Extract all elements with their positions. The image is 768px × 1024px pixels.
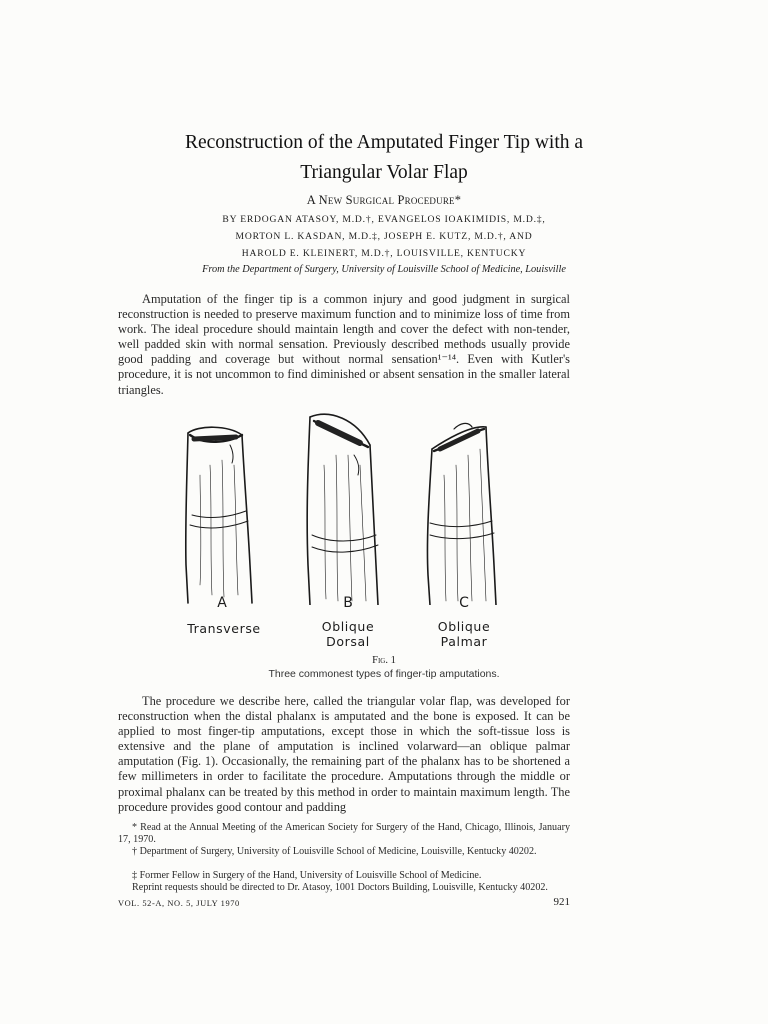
panel-a-letter: A xyxy=(217,595,227,611)
figure-number: Fig. 1 xyxy=(372,655,396,666)
page-number: 921 xyxy=(553,896,570,908)
figure-illustration xyxy=(170,405,530,605)
subtitle: A New Surgical Procedure* xyxy=(306,193,462,207)
affiliation: From the Department of Surgery, University of Louisville School of Medicine, Louisville xyxy=(202,264,566,275)
footnote-4: Reprint requests should be directed to Dr. Atasoy, 1001 Doctors Building, Louisville, Kentucky 40202. xyxy=(132,882,548,893)
panel-c-label-line-2: Palmar xyxy=(440,634,488,649)
panel-a-label: Transverse xyxy=(187,621,261,636)
finger-c-drawing xyxy=(427,423,496,605)
paragraph-2: The procedure we describe here, called the triangular volar flap, was developed for reconstruction when the distal phalanx is amputated and the bone is exposed. It can be applied to most finger-tip amputations, except those in which the soft-tissue loss is extensive and the plane of amputation is inclined volarward—an oblique palmar amputation (Fig. 1). Occasionally, the remaining part of the phalanx has to be shortened a few millimeters in order to facilitate the procedure. Amputations through the middle or proximal phalanx can be treated by this method in order to maintain maximum length. The procedure provides good contour and padding xyxy=(118,694,570,814)
title-line-2: Triangular Volar Flap xyxy=(300,162,468,183)
footnote-1: * Read at the Annual Meeting of the American Society for Surgery of the Hand, Chicago, Illinois, January 17, 1970. xyxy=(118,822,570,845)
footnote-2: † Department of Surgery, University of Louisville School of Medicine, Louisville, Kentucky 40202. xyxy=(132,846,537,857)
paragraph-1: Amputation of the finger tip is a common injury and good judgment in surgical reconstruction is needed to preserve maximum function and to minimize loss of time from work. The ideal procedure should maintain length and cover the defect with non-tender, well padded skin with normal sensation. Previously described methods usually provide good padding and coverage but without normal sensation¹⁻¹⁴. Even with Kutler's procedure, it is not uncommon to find diminished or absent sensation in the smaller lateral triangles. xyxy=(118,292,570,397)
footnote-3: ‡ Former Fellow in Surgery of the Hand, University of Louisville School of Medicine. xyxy=(132,870,482,881)
title-line-1: Reconstruction of the Amputated Finger Tip with a xyxy=(184,132,584,153)
figure-caption: Three commonest types of finger-tip amputations. xyxy=(268,668,500,680)
panel-b-label-line-1: Oblique xyxy=(321,619,375,634)
journal-footer: VOL. 52-A, NO. 5, JULY 1970 xyxy=(118,899,240,908)
finger-b-drawing xyxy=(307,414,378,605)
panel-c-letter: C xyxy=(459,595,469,611)
panel-b-letter: B xyxy=(343,595,353,611)
finger-a-drawing xyxy=(186,427,252,603)
panel-b-label-line-2: Dorsal xyxy=(326,634,370,649)
panel-c-label-line-1: Oblique xyxy=(437,619,491,634)
authors-line-2: MORTON L. KASDAN, M.D.‡, JOSEPH E. KUTZ, M.D.†, AND xyxy=(235,231,533,242)
authors-line-1: BY ERDOGAN ATASOY, M.D.†, EVANGELOS IOAKIMIDIS, M.D.‡, xyxy=(222,214,546,225)
authors-line-3: HAROLD E. KLEINERT, M.D.†, LOUISVILLE, KENTUCKY xyxy=(241,248,527,259)
